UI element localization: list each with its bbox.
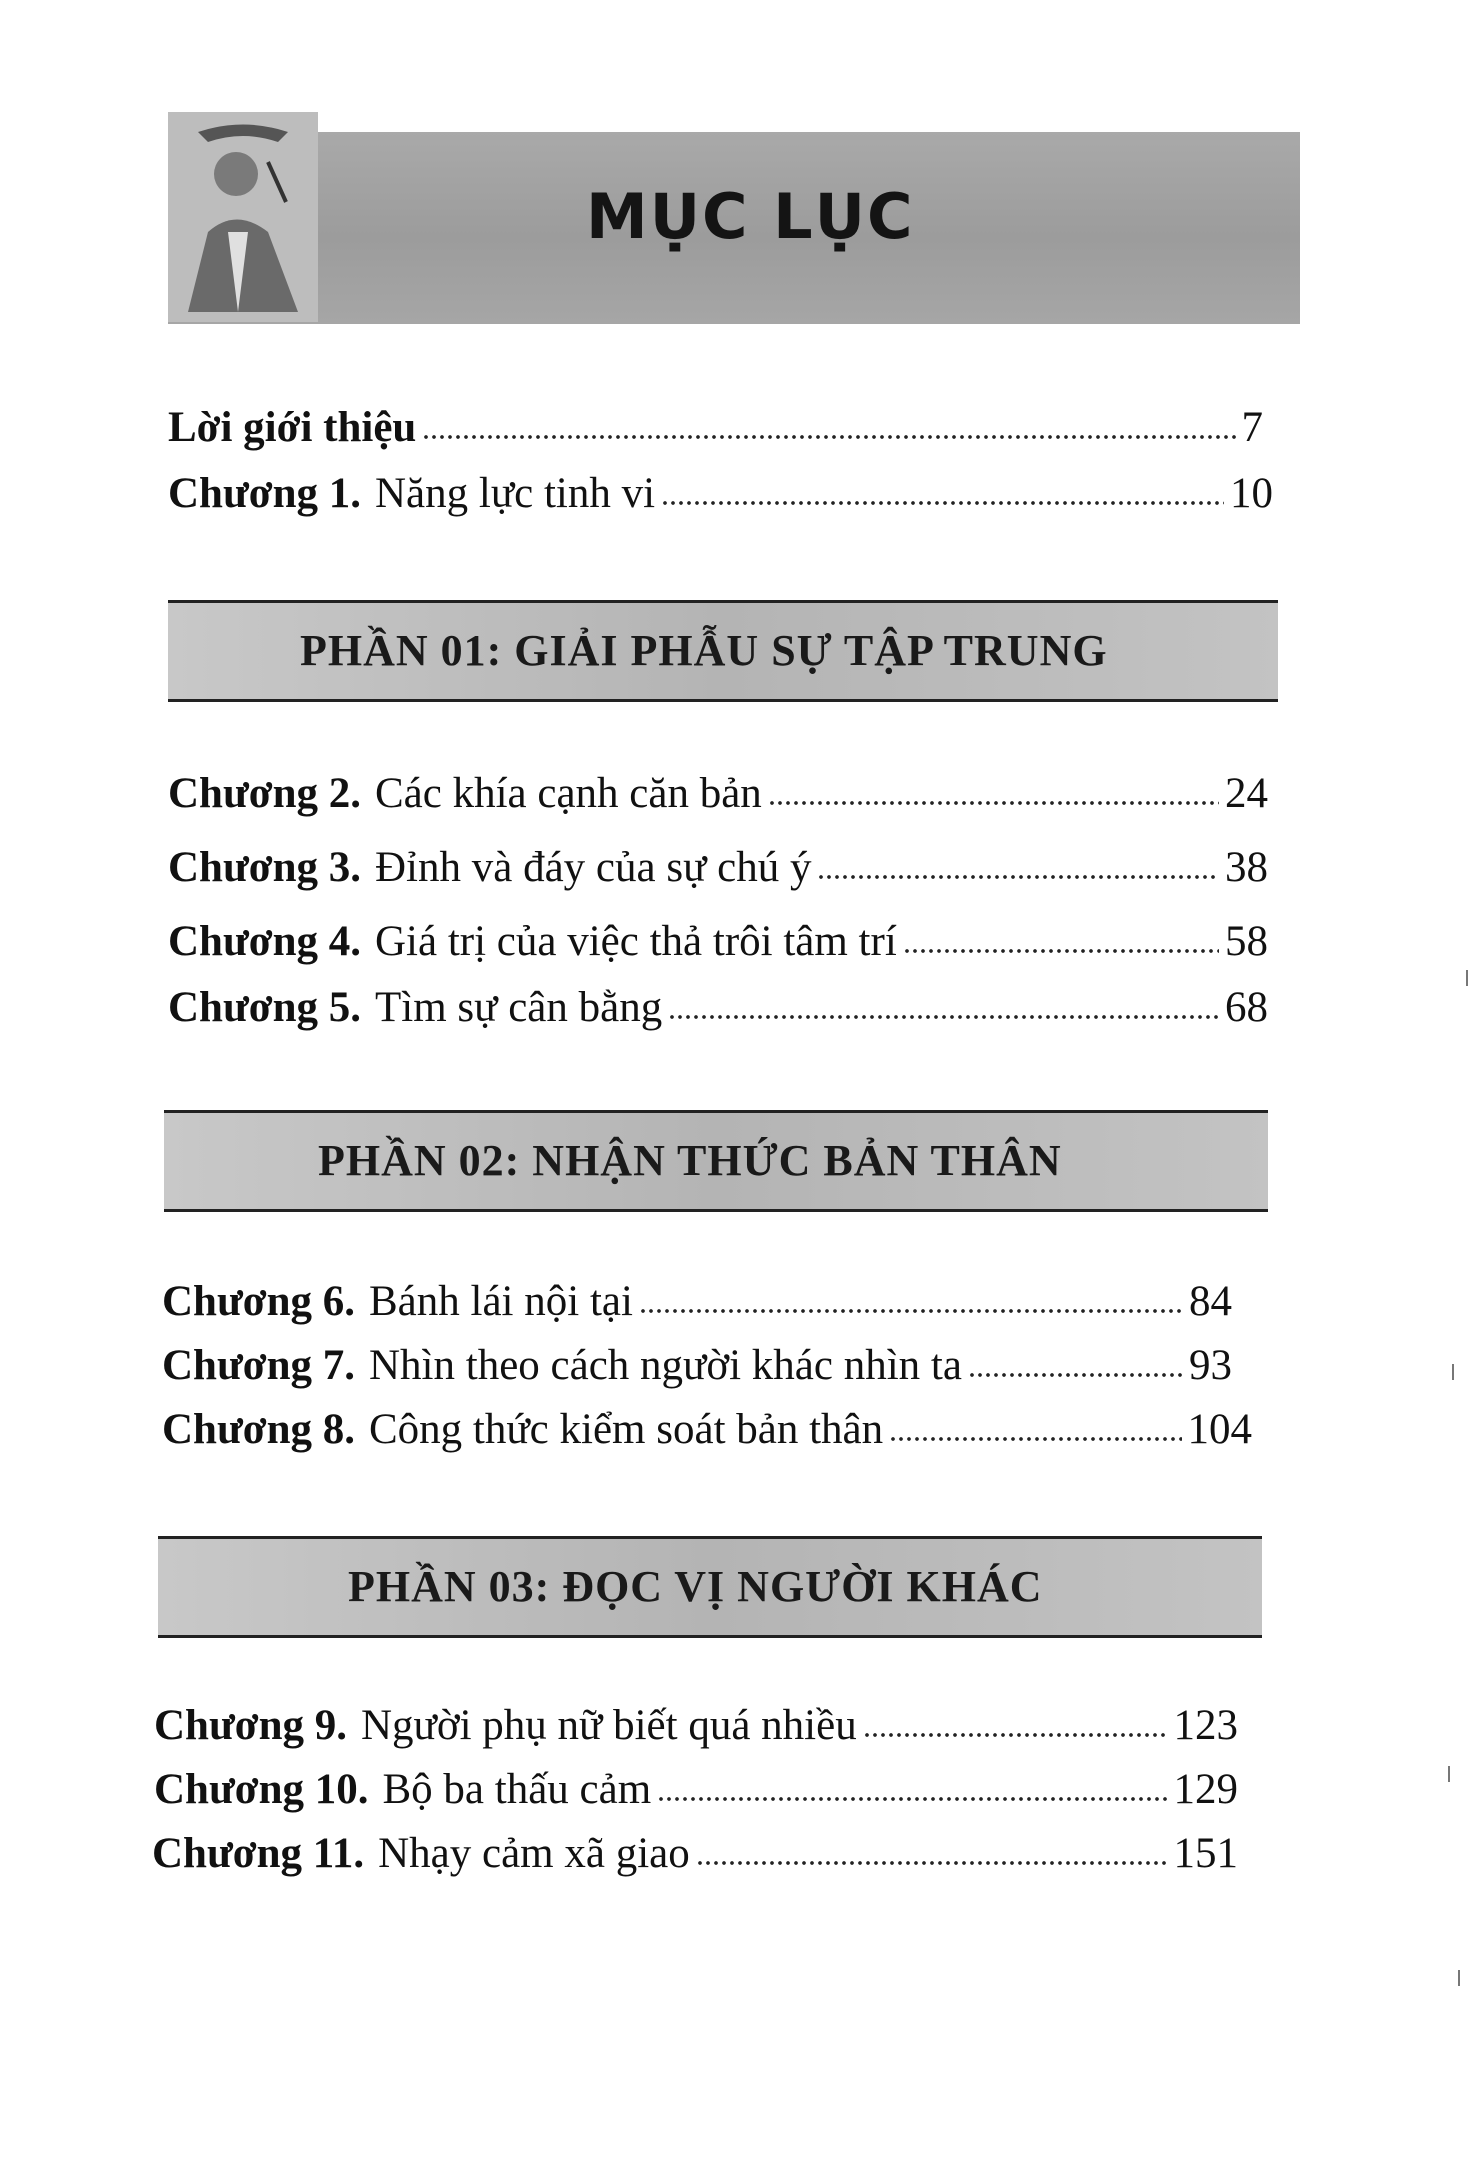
dot-leader — [768, 768, 1219, 807]
entry-lead: Chương 6. — [162, 1277, 355, 1325]
toc-entry-chapter-11 — [152, 1828, 1238, 1877]
dot-leader — [661, 468, 1224, 507]
entry-title: Bánh lái nội tại — [369, 1277, 633, 1325]
toc-header-banner — [168, 132, 1300, 324]
toc-entry-intro — [168, 402, 1263, 451]
entry-lead: Chương 2. — [168, 769, 361, 817]
scan-speck — [1448, 1766, 1450, 1782]
entry-title: Các khía cạnh căn bản — [375, 769, 762, 817]
entry-lead: Chương 4. — [168, 917, 361, 965]
dot-leader — [657, 1764, 1167, 1803]
entry-page-number: 24 — [1225, 769, 1268, 817]
entry-title: Tìm sự cân bằng — [375, 983, 663, 1031]
scan-speck — [1458, 1970, 1460, 1986]
entry-page-number: 104 — [1187, 1405, 1252, 1453]
entry-lead: Chương 3. — [168, 843, 361, 891]
entry-title: Năng lực tinh vi — [375, 469, 656, 517]
part-title: PHẦN 03: ĐỌC VỊ NGƯỜI KHÁC — [348, 1562, 1043, 1611]
entry-lead: Chương 1. — [168, 469, 361, 517]
dot-leader — [422, 402, 1235, 441]
entry-page-number: 123 — [1173, 1701, 1238, 1749]
entry-lead: Lời giới thiệu — [168, 403, 417, 451]
entry-lead: Chương 7. — [162, 1341, 355, 1389]
dot-leader — [696, 1828, 1168, 1867]
toc-entry-chapter-10 — [154, 1764, 1238, 1813]
toc-entry-chapter-7 — [162, 1340, 1232, 1389]
entry-title: Giá trị của việc thả trôi tâm trí — [375, 917, 897, 965]
entry-lead: Chương 8. — [162, 1405, 355, 1453]
dot-leader — [863, 1700, 1168, 1739]
toc-entry-chapter-3 — [168, 842, 1268, 891]
entry-lead: Chương 5. — [168, 983, 361, 1031]
toc-entry-chapter-1 — [168, 468, 1273, 517]
part-02-banner — [164, 1110, 1268, 1212]
toc-entry-chapter-4 — [168, 916, 1268, 965]
toc-entry-chapter-9 — [154, 1700, 1238, 1749]
dot-leader — [968, 1340, 1183, 1379]
dot-leader — [889, 1404, 1181, 1443]
part-01-banner — [168, 600, 1278, 702]
toc-entry-chapter-2 — [168, 768, 1268, 817]
entry-title: Người phụ nữ biết quá nhiều — [361, 1701, 857, 1749]
dot-leader — [817, 842, 1219, 881]
entry-title: Nhạy cảm xã giao — [378, 1829, 690, 1877]
entry-page-number: 38 — [1225, 843, 1268, 891]
entry-title: Nhìn theo cách người khác nhìn ta — [369, 1341, 962, 1389]
entry-page-number: 84 — [1189, 1277, 1232, 1325]
toc-entry-chapter-8 — [162, 1404, 1252, 1453]
page-title: MỤC LỤC — [586, 180, 915, 253]
entry-title: Bộ ba thấu cảm — [382, 1765, 652, 1813]
entry-page-number: 151 — [1173, 1829, 1238, 1877]
entry-page-number: 129 — [1173, 1765, 1238, 1813]
entry-lead: Chương 11. — [152, 1829, 365, 1877]
silhouette-figure-icon — [168, 112, 318, 322]
part-03-banner — [158, 1536, 1262, 1638]
scan-speck — [1466, 970, 1468, 986]
entry-title: Công thức kiểm soát bản thân — [369, 1405, 884, 1453]
entry-lead: Chương 9. — [154, 1701, 347, 1749]
entry-page-number: 68 — [1225, 983, 1268, 1031]
toc-entry-chapter-6 — [162, 1276, 1232, 1325]
entry-page-number: 93 — [1189, 1341, 1232, 1389]
entry-page-number: 58 — [1225, 917, 1268, 965]
toc-entry-chapter-5 — [168, 982, 1268, 1031]
dot-leader — [639, 1276, 1183, 1315]
part-title: PHẦN 02: NHẬN THỨC BẢN THÂN — [318, 1136, 1062, 1185]
scan-speck — [1452, 1364, 1454, 1380]
part-title: PHẦN 01: GIẢI PHẪU SỰ TẬP TRUNG — [300, 626, 1108, 675]
dot-leader — [668, 982, 1219, 1021]
entry-lead: Chương 10. — [154, 1765, 369, 1813]
entry-page-number: 10 — [1230, 469, 1273, 517]
dot-leader — [903, 916, 1219, 955]
entry-title: Đỉnh và đáy của sự chú ý — [375, 843, 812, 891]
entry-page-number: 7 — [1241, 403, 1263, 451]
